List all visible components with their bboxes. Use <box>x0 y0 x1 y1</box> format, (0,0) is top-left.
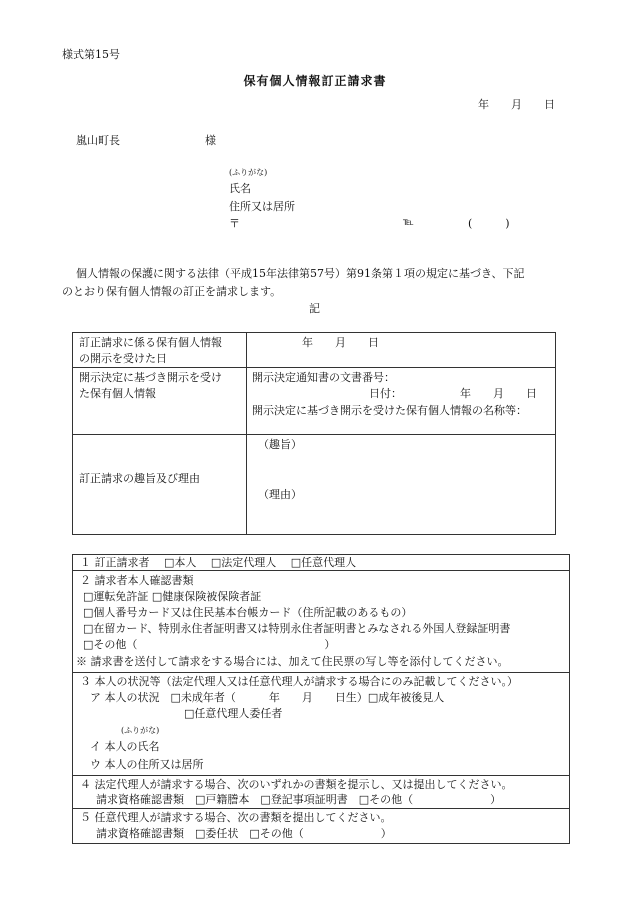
tel-label: ℡ <box>403 217 414 228</box>
page-title: 保有個人情報訂正請求書 <box>243 74 387 88</box>
notice-date-label: 日付： <box>369 387 402 400</box>
applicant-name-label: 氏名 <box>229 182 251 195</box>
tel-paren: ( ) <box>468 217 510 230</box>
identity-docs-option-other[interactable]: □その他（ ） <box>83 638 336 651</box>
reason-label[interactable]: （理由） <box>258 488 302 501</box>
principal-status-row[interactable]: ア 本人の状況 □未成年者（ 年 月 日生）□成年被後見人 <box>90 691 445 704</box>
table1-row-divider-1 <box>72 367 556 368</box>
identity-docs-option-3[interactable]: □在留カード、特別永住者証明書又は特別永住者証明書とみなされる外国人登録証明書 <box>83 622 511 635</box>
principal-status-delegator[interactable]: □任意代理人委任者 <box>184 707 283 720</box>
addressee-honorific: 様 <box>205 134 216 147</box>
principal-address-label: ウ 本人の住所又は居所 <box>90 758 204 771</box>
disclosure-date-label-2: の開示を受けた日 <box>79 352 167 365</box>
voluntary-rep-docs-title: ５ 任意代理人が請求する場合、次の書類を提出してください。 <box>80 811 392 824</box>
purpose-label[interactable]: （趣旨） <box>258 438 302 451</box>
principal-name-label: イ 本人の氏名 <box>90 740 160 753</box>
table2-divider-1 <box>72 570 570 571</box>
intro-line-1: 個人情報の保護に関する法律（平成15年法律第57号）第91条第１項の規定に基づき、下記 <box>76 267 525 280</box>
requester-type-row[interactable]: １ 訂正請求者 □本人 □法定代理人 □任意代理人 <box>80 556 357 569</box>
principal-status-title: ３ 本人の状況等（法定代理人又は任意代理人が請求する場合にのみ記載してください。） <box>80 675 518 688</box>
identity-docs-option-2[interactable]: □個人番号カード又は住民基本台帳カード（住所記載のあるもの） <box>83 606 413 619</box>
correction-purpose-reason-label: 訂正請求の趣旨及び理由 <box>79 472 200 485</box>
identity-docs-option-1[interactable]: □運転免許証 □健康保険被保険者証 <box>83 590 262 603</box>
principal-furigana-label: (ふりがな) <box>121 726 160 735</box>
legal-rep-docs-options[interactable]: 請求資格確認書類 □戸籍謄本 □登記事項証明書 □その他（ ） <box>96 793 502 806</box>
notice-document-number[interactable]: 開示決定通知書の文書番号： <box>252 371 395 384</box>
disclosed-info-name[interactable]: 開示決定に基づき開示を受けた保有個人情報の名称等： <box>252 404 527 417</box>
voluntary-rep-docs-options[interactable]: 請求資格確認書類 □委任状 □その他（ ） <box>96 827 392 840</box>
date-line: 年 月 日 <box>478 98 555 111</box>
table2-divider-4 <box>72 808 570 809</box>
table1-row-divider-2 <box>72 434 556 435</box>
intro-line-2: のとおり保有個人情報の訂正を請求します。 <box>62 285 282 298</box>
notice-date-value[interactable]: 年 月 日 <box>460 387 537 400</box>
applicant-address-label: 住所又は居所 <box>229 200 295 213</box>
legal-rep-docs-title: ４ 法定代理人が請求する場合、次のいずれかの書類を提示し、又は提出してください。 <box>80 778 513 791</box>
identity-docs-note: ※ 請求書を送付して請求をする場合には、加えて住民票の写し等を添付してください。 <box>76 655 509 668</box>
disclosed-info-label-1: 開示決定に基づき開示を受け <box>79 371 222 384</box>
applicant-furigana-label: (ふりがな) <box>229 168 268 177</box>
table2-divider-2 <box>72 672 570 673</box>
identity-docs-title: ２ 請求者本人確認書類 <box>80 574 194 587</box>
ki-heading: 記 <box>309 302 320 315</box>
disclosed-info-label-2: た保有個人情報 <box>79 387 156 400</box>
disclosure-date-value[interactable]: 年 月 日 <box>302 336 379 349</box>
postal-mark: 〒 <box>229 217 240 230</box>
form-number: 様式第15号 <box>62 48 120 61</box>
disclosure-date-label-1: 訂正請求に係る保有個人情報 <box>79 336 222 349</box>
addressee-name: 嵐山町長 <box>76 134 120 147</box>
table2-divider-3 <box>72 775 570 776</box>
